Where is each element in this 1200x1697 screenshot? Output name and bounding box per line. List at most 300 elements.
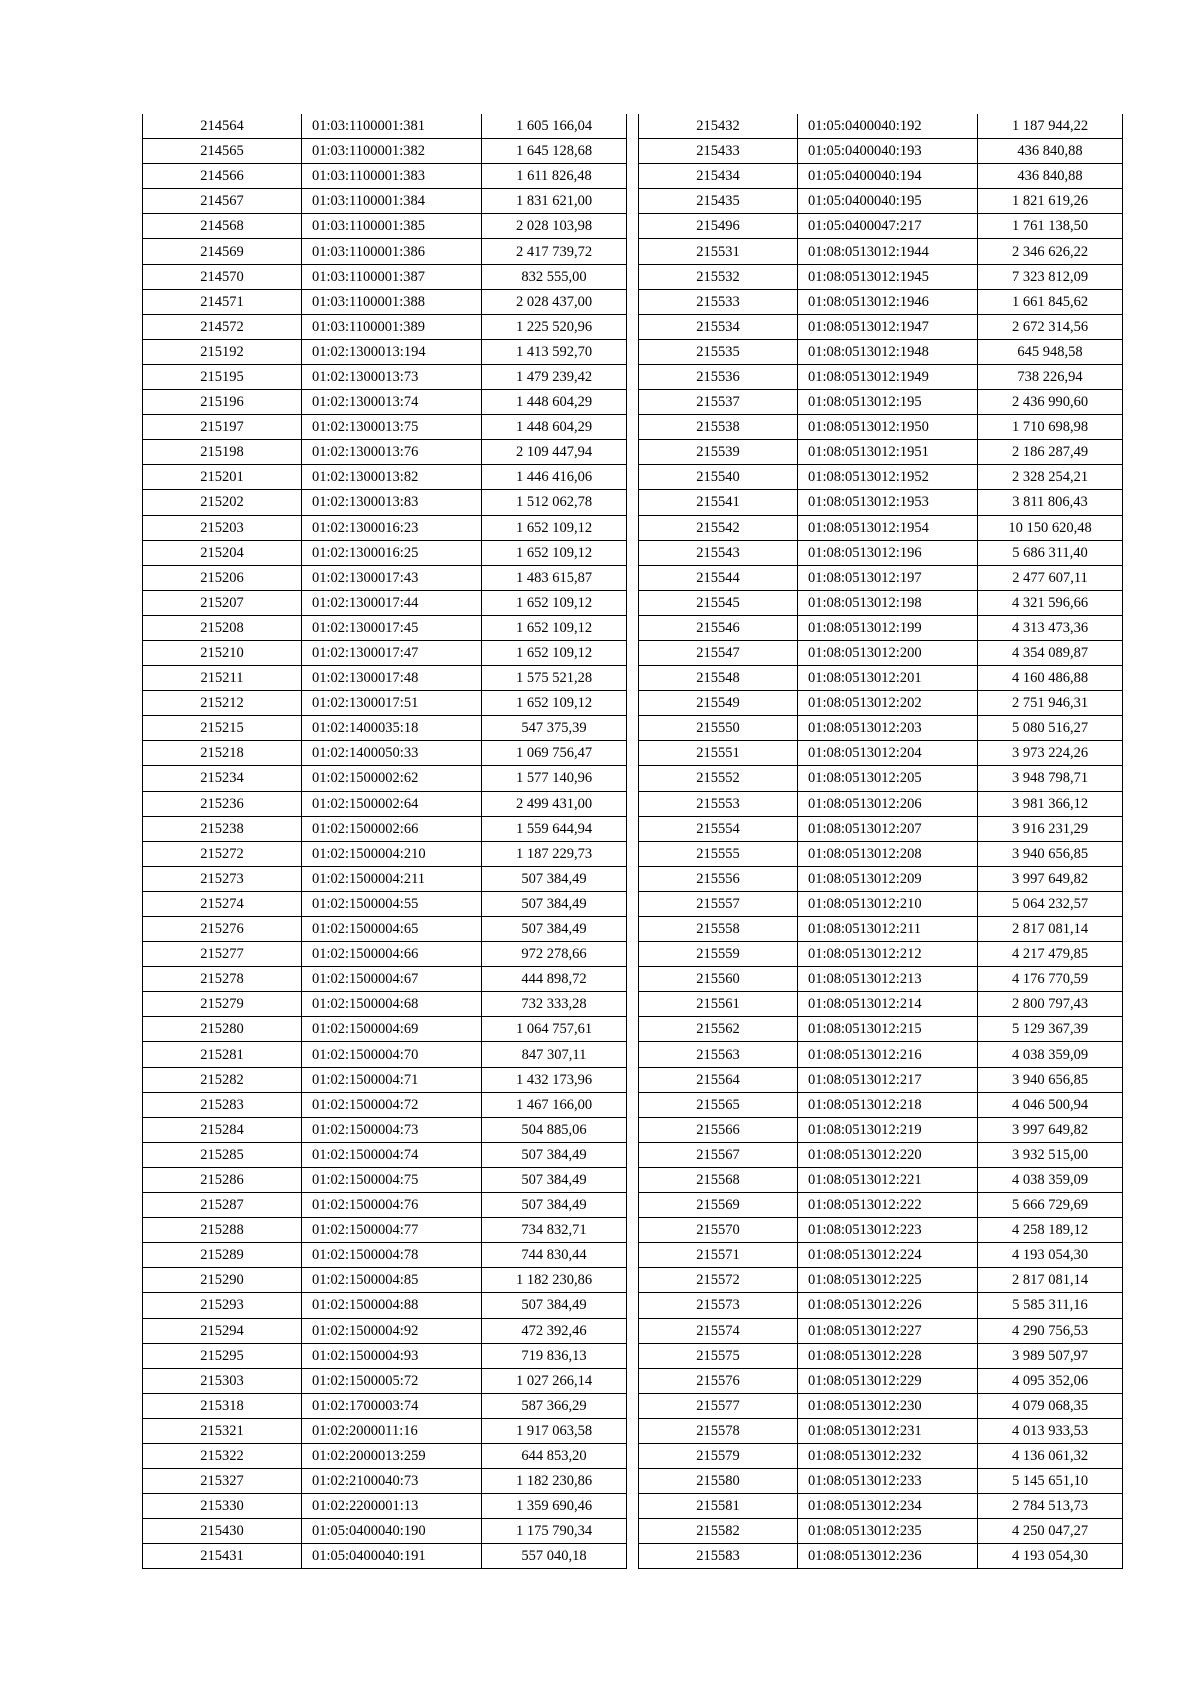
value-cell: 4 176 770,59: [978, 967, 1123, 992]
value-cell: 507 384,49: [482, 866, 627, 891]
row-number-cell: 215434: [639, 164, 798, 189]
row-number-cell: 215234: [143, 766, 302, 791]
row-number-cell: 215573: [639, 1293, 798, 1318]
table-row: [143, 1368, 627, 1393]
cadastral-number-cell: 01:08:0513012:205: [798, 766, 978, 791]
cadastral-number-cell: 01:08:0513012:198: [798, 590, 978, 615]
row-number-cell: 215560: [639, 967, 798, 992]
cadastral-number-cell: 01:02:2100040:73: [302, 1469, 482, 1494]
value-cell: 1 027 266,14: [482, 1368, 627, 1393]
value-cell: 744 830,44: [482, 1243, 627, 1268]
cadastral-number-cell: 01:08:0513012:195: [798, 390, 978, 415]
cadastral-number-cell: 01:05:0400040:195: [798, 189, 978, 214]
table-row: [639, 1218, 1123, 1243]
table-row: [143, 1494, 627, 1519]
table-row: [143, 1243, 627, 1268]
row-number-cell: 215575: [639, 1343, 798, 1368]
row-number-cell: 215563: [639, 1042, 798, 1067]
row-number-cell: 215561: [639, 992, 798, 1017]
row-number-cell: 215574: [639, 1318, 798, 1343]
cadastral-number-cell: 01:08:0513012:1945: [798, 264, 978, 289]
value-cell: 4 217 479,85: [978, 942, 1123, 967]
table-row: [639, 390, 1123, 415]
value-cell: 1 359 690,46: [482, 1494, 627, 1519]
value-cell: 2 346 626,22: [978, 239, 1123, 264]
cadastral-number-cell: 01:05:0400040:192: [798, 114, 978, 139]
table-row: [143, 666, 627, 691]
value-cell: 2 672 314,56: [978, 314, 1123, 339]
table-row: [143, 239, 627, 264]
cadastral-number-cell: 01:02:1300013:76: [302, 440, 482, 465]
cadastral-number-cell: 01:05:0400047:217: [798, 214, 978, 239]
table-row: [639, 1368, 1123, 1393]
value-cell: 2 328 254,21: [978, 465, 1123, 490]
cadastral-number-cell: 01:02:1500004:66: [302, 942, 482, 967]
cadastral-number-cell: 01:08:0513012:236: [798, 1544, 978, 1569]
table-row: [639, 866, 1123, 891]
cadastral-number-cell: 01:02:1500004:77: [302, 1218, 482, 1243]
table-row: [639, 114, 1123, 139]
cadastral-number-cell: 01:05:0400040:194: [798, 164, 978, 189]
value-cell: 2 751 946,31: [978, 691, 1123, 716]
cadastral-number-cell: 01:02:1300017:43: [302, 565, 482, 590]
row-number-cell: 214570: [143, 264, 302, 289]
row-number-cell: 214571: [143, 289, 302, 314]
row-number-cell: 215532: [639, 264, 798, 289]
value-cell: 2 817 081,14: [978, 1268, 1123, 1293]
cadastral-number-cell: 01:08:0513012:1947: [798, 314, 978, 339]
cadastral-number-cell: 01:02:1500004:78: [302, 1243, 482, 1268]
table-row: [639, 139, 1123, 164]
row-number-cell: 215577: [639, 1393, 798, 1418]
row-number-cell: 215535: [639, 339, 798, 364]
row-number-cell: 215556: [639, 866, 798, 891]
row-number-cell: 215318: [143, 1393, 302, 1418]
table-row: [639, 289, 1123, 314]
row-number-cell: 215285: [143, 1142, 302, 1167]
cadastral-number-cell: 01:05:0400040:191: [302, 1544, 482, 1569]
cadastral-number-cell: 01:08:0513012:207: [798, 816, 978, 841]
table-row: [143, 1117, 627, 1142]
cadastral-number-cell: 01:02:1300013:83: [302, 490, 482, 515]
table-row: [639, 615, 1123, 640]
table-row: [639, 741, 1123, 766]
cadastral-number-cell: 01:08:0513012:226: [798, 1293, 978, 1318]
row-number-cell: 215431: [143, 1544, 302, 1569]
row-number-cell: 215547: [639, 640, 798, 665]
row-number-cell: 215433: [639, 139, 798, 164]
table-row: [143, 1343, 627, 1368]
value-cell: 4 321 596,66: [978, 590, 1123, 615]
row-number-cell: 215198: [143, 440, 302, 465]
table-row: [639, 841, 1123, 866]
cadastral-number-cell: 01:08:0513012:1953: [798, 490, 978, 515]
cadastral-number-cell: 01:02:1500004:85: [302, 1268, 482, 1293]
cadastral-number-cell: 01:05:0400040:193: [798, 139, 978, 164]
table-row: [143, 390, 627, 415]
cadastral-number-cell: 01:02:1300013:73: [302, 364, 482, 389]
left-table-body: [143, 114, 627, 1569]
value-cell: 3 997 649,82: [978, 866, 1123, 891]
value-cell: 3 981 366,12: [978, 791, 1123, 816]
row-number-cell: 215538: [639, 415, 798, 440]
cadastral-number-cell: 01:02:1300016:25: [302, 540, 482, 565]
cadastral-number-cell: 01:02:1300017:48: [302, 666, 482, 691]
table-row: [143, 1067, 627, 1092]
value-cell: 4 079 068,35: [978, 1393, 1123, 1418]
table-row: [639, 1167, 1123, 1192]
table-row: [639, 540, 1123, 565]
row-number-cell: 215288: [143, 1218, 302, 1243]
cadastral-number-cell: 01:08:0513012:217: [798, 1067, 978, 1092]
cadastral-number-cell: 01:08:0513012:1952: [798, 465, 978, 490]
row-number-cell: 215576: [639, 1368, 798, 1393]
cadastral-number-cell: 01:08:0513012:230: [798, 1393, 978, 1418]
table-row: [143, 1443, 627, 1468]
table-row: [639, 1343, 1123, 1368]
cadastral-number-cell: 01:08:0513012:200: [798, 640, 978, 665]
cadastral-number-cell: 01:08:0513012:209: [798, 866, 978, 891]
table-row: [639, 1318, 1123, 1343]
value-cell: 1 432 173,96: [482, 1067, 627, 1092]
row-number-cell: 215546: [639, 615, 798, 640]
table-row: [639, 1243, 1123, 1268]
row-number-cell: 215554: [639, 816, 798, 841]
value-cell: 1 652 109,12: [482, 515, 627, 540]
row-number-cell: 215276: [143, 917, 302, 942]
row-number-cell: 215283: [143, 1092, 302, 1117]
right-table-body: [639, 114, 1123, 1569]
table-row: [143, 841, 627, 866]
left-table: [142, 114, 627, 1569]
cadastral-number-cell: 01:03:1100001:385: [302, 214, 482, 239]
value-cell: 5 145 651,10: [978, 1469, 1123, 1494]
cadastral-number-cell: 01:08:0513012:221: [798, 1167, 978, 1192]
value-cell: 507 384,49: [482, 1293, 627, 1318]
cadastral-number-cell: 01:08:0513012:208: [798, 841, 978, 866]
table-row: [639, 1042, 1123, 1067]
cadastral-number-cell: 01:08:0513012:199: [798, 615, 978, 640]
row-number-cell: 214568: [143, 214, 302, 239]
value-cell: 2 784 513,73: [978, 1494, 1123, 1519]
value-cell: 3 997 649,82: [978, 1117, 1123, 1142]
cadastral-number-cell: 01:08:0513012:216: [798, 1042, 978, 1067]
table-row: [639, 1519, 1123, 1544]
cadastral-number-cell: 01:02:2000011:16: [302, 1418, 482, 1443]
value-cell: 5 585 311,16: [978, 1293, 1123, 1318]
value-cell: 1 652 109,12: [482, 640, 627, 665]
cadastral-number-cell: 01:08:0513012:233: [798, 1469, 978, 1494]
row-number-cell: 215581: [639, 1494, 798, 1519]
table-row: [143, 1318, 627, 1343]
value-cell: 2 109 447,94: [482, 440, 627, 465]
cadastral-number-cell: 01:02:1500004:76: [302, 1193, 482, 1218]
table-row: [143, 415, 627, 440]
row-number-cell: 215583: [639, 1544, 798, 1569]
row-number-cell: 215330: [143, 1494, 302, 1519]
cadastral-number-cell: 01:02:1500004:92: [302, 1318, 482, 1343]
value-cell: 1 069 756,47: [482, 741, 627, 766]
row-number-cell: 215562: [639, 1017, 798, 1042]
value-cell: 738 226,94: [978, 364, 1123, 389]
row-number-cell: 215543: [639, 540, 798, 565]
cadastral-number-cell: 01:08:0513012:196: [798, 540, 978, 565]
cadastral-number-cell: 01:03:1100001:386: [302, 239, 482, 264]
value-cell: 2 436 990,60: [978, 390, 1123, 415]
table-row: [143, 1042, 627, 1067]
row-number-cell: 215582: [639, 1519, 798, 1544]
cadastral-number-cell: 01:02:1300013:194: [302, 339, 482, 364]
row-number-cell: 215197: [143, 415, 302, 440]
row-number-cell: 215568: [639, 1167, 798, 1192]
row-number-cell: 215280: [143, 1017, 302, 1042]
cadastral-number-cell: 01:08:0513012:1946: [798, 289, 978, 314]
table-row: [639, 1393, 1123, 1418]
table-row: [143, 1268, 627, 1293]
cadastral-number-cell: 01:03:1100001:381: [302, 114, 482, 139]
row-number-cell: 215289: [143, 1243, 302, 1268]
row-number-cell: 215210: [143, 640, 302, 665]
value-cell: 2 417 739,72: [482, 239, 627, 264]
row-number-cell: 215208: [143, 615, 302, 640]
value-cell: 507 384,49: [482, 917, 627, 942]
value-cell: 1 559 644,94: [482, 816, 627, 841]
row-number-cell: 215212: [143, 691, 302, 716]
value-cell: 4 160 486,88: [978, 666, 1123, 691]
cadastral-number-cell: 01:08:0513012:1951: [798, 440, 978, 465]
row-number-cell: 215578: [639, 1418, 798, 1443]
value-cell: 1 064 757,61: [482, 1017, 627, 1042]
row-number-cell: 215287: [143, 1193, 302, 1218]
cadastral-number-cell: 01:08:0513012:214: [798, 992, 978, 1017]
row-number-cell: 215432: [639, 114, 798, 139]
cadastral-number-cell: 01:08:0513012:234: [798, 1494, 978, 1519]
cadastral-number-cell: 01:02:2200001:13: [302, 1494, 482, 1519]
table-row: [639, 691, 1123, 716]
row-number-cell: 215281: [143, 1042, 302, 1067]
table-row: [639, 415, 1123, 440]
value-cell: 1 652 109,12: [482, 540, 627, 565]
value-cell: 4 354 089,87: [978, 640, 1123, 665]
table-row: [143, 967, 627, 992]
row-number-cell: 215277: [143, 942, 302, 967]
row-number-cell: 214565: [143, 139, 302, 164]
row-number-cell: 215533: [639, 289, 798, 314]
row-number-cell: 215570: [639, 1218, 798, 1243]
value-cell: 2 817 081,14: [978, 917, 1123, 942]
value-cell: 507 384,49: [482, 891, 627, 916]
row-number-cell: 215293: [143, 1293, 302, 1318]
value-cell: 3 940 656,85: [978, 1067, 1123, 1092]
value-cell: 1 175 790,34: [482, 1519, 627, 1544]
value-cell: 1 917 063,58: [482, 1418, 627, 1443]
cadastral-number-cell: 01:08:0513012:235: [798, 1519, 978, 1544]
cadastral-number-cell: 01:02:1500004:88: [302, 1293, 482, 1318]
row-number-cell: 215571: [639, 1243, 798, 1268]
table-row: [143, 264, 627, 289]
cadastral-number-cell: 01:02:1500002:66: [302, 816, 482, 841]
row-number-cell: 215203: [143, 515, 302, 540]
row-number-cell: 215558: [639, 917, 798, 942]
value-cell: 444 898,72: [482, 967, 627, 992]
value-cell: 1 652 109,12: [482, 590, 627, 615]
table-row: [639, 791, 1123, 816]
value-cell: 1 182 230,86: [482, 1268, 627, 1293]
value-cell: 1 225 520,96: [482, 314, 627, 339]
table-row: [143, 1092, 627, 1117]
table-row: [143, 917, 627, 942]
value-cell: 4 038 359,09: [978, 1167, 1123, 1192]
row-number-cell: 215196: [143, 390, 302, 415]
cadastral-number-cell: 01:08:0513012:223: [798, 1218, 978, 1243]
table-row: [143, 490, 627, 515]
cadastral-number-cell: 01:08:0513012:1950: [798, 415, 978, 440]
row-number-cell: 215435: [639, 189, 798, 214]
table-row: [639, 1017, 1123, 1042]
value-cell: 719 836,13: [482, 1343, 627, 1368]
cadastral-number-cell: 01:08:0513012:1944: [798, 239, 978, 264]
value-cell: 1 467 166,00: [482, 1092, 627, 1117]
value-cell: 1 448 604,29: [482, 415, 627, 440]
table-row: [143, 189, 627, 214]
value-cell: 1 652 109,12: [482, 615, 627, 640]
table-row: [639, 239, 1123, 264]
table-row: [143, 791, 627, 816]
cadastral-number-cell: 01:02:1500004:68: [302, 992, 482, 1017]
value-cell: 4 193 054,30: [978, 1544, 1123, 1569]
row-number-cell: 215215: [143, 716, 302, 741]
table-row: [143, 590, 627, 615]
row-number-cell: 215540: [639, 465, 798, 490]
row-number-cell: 215430: [143, 1519, 302, 1544]
table-row: [143, 214, 627, 239]
table-row: [143, 691, 627, 716]
table-row: [143, 289, 627, 314]
value-cell: 472 392,46: [482, 1318, 627, 1343]
table-row: [143, 640, 627, 665]
value-cell: 2 499 431,00: [482, 791, 627, 816]
value-cell: 3 932 515,00: [978, 1142, 1123, 1167]
cadastral-number-cell: 01:03:1100001:388: [302, 289, 482, 314]
table-row: [639, 666, 1123, 691]
row-number-cell: 215564: [639, 1067, 798, 1092]
table-row: [639, 1193, 1123, 1218]
cadastral-number-cell: 01:08:0513012:204: [798, 741, 978, 766]
value-cell: 504 885,06: [482, 1117, 627, 1142]
cadastral-number-cell: 01:02:1300016:23: [302, 515, 482, 540]
row-number-cell: 215544: [639, 565, 798, 590]
value-cell: 3 940 656,85: [978, 841, 1123, 866]
table-row: [143, 1218, 627, 1243]
cadastral-number-cell: 01:08:0513012:232: [798, 1443, 978, 1468]
row-number-cell: 214567: [143, 189, 302, 214]
value-cell: 4 013 933,53: [978, 1418, 1123, 1443]
value-cell: 10 150 620,48: [978, 515, 1123, 540]
table-row: [143, 465, 627, 490]
cadastral-number-cell: 01:03:1100001:383: [302, 164, 482, 189]
table-row: [639, 465, 1123, 490]
row-number-cell: 214564: [143, 114, 302, 139]
table-row: [143, 314, 627, 339]
value-cell: 547 375,39: [482, 716, 627, 741]
table-row: [639, 891, 1123, 916]
value-cell: 1 187 229,73: [482, 841, 627, 866]
row-number-cell: 215567: [639, 1142, 798, 1167]
cadastral-number-cell: 01:08:0513012:212: [798, 942, 978, 967]
value-cell: 507 384,49: [482, 1167, 627, 1192]
cadastral-number-cell: 01:08:0513012:213: [798, 967, 978, 992]
row-number-cell: 214566: [143, 164, 302, 189]
cadastral-number-cell: 01:02:1500004:73: [302, 1117, 482, 1142]
table-row: [143, 1544, 627, 1569]
table-row: [143, 1017, 627, 1042]
cadastral-number-cell: 01:08:0513012:203: [798, 716, 978, 741]
value-cell: 1 605 166,04: [482, 114, 627, 139]
value-cell: 1 761 138,50: [978, 214, 1123, 239]
table-row: [143, 891, 627, 916]
value-cell: 1 577 140,96: [482, 766, 627, 791]
right-table: [638, 114, 1123, 1569]
table-row: [639, 214, 1123, 239]
row-number-cell: 215207: [143, 590, 302, 615]
cadastral-number-cell: 01:08:0513012:224: [798, 1243, 978, 1268]
table-row: [639, 1117, 1123, 1142]
table-row: [143, 615, 627, 640]
row-number-cell: 215290: [143, 1268, 302, 1293]
table-row: [639, 515, 1123, 540]
cadastral-number-cell: 01:08:0513012:229: [798, 1368, 978, 1393]
row-number-cell: 215327: [143, 1469, 302, 1494]
row-number-cell: 215553: [639, 791, 798, 816]
value-cell: 436 840,88: [978, 139, 1123, 164]
table-row: [639, 364, 1123, 389]
cadastral-number-cell: 01:08:0513012:197: [798, 565, 978, 590]
value-cell: 1 479 239,42: [482, 364, 627, 389]
cadastral-number-cell: 01:02:1300017:44: [302, 590, 482, 615]
value-cell: 507 384,49: [482, 1193, 627, 1218]
table-row: [143, 540, 627, 565]
cadastral-number-cell: 01:08:0513012:1948: [798, 339, 978, 364]
value-cell: 1 413 592,70: [482, 339, 627, 364]
cadastral-number-cell: 01:08:0513012:1954: [798, 515, 978, 540]
row-number-cell: 215580: [639, 1469, 798, 1494]
value-cell: 5 080 516,27: [978, 716, 1123, 741]
table-row: [639, 967, 1123, 992]
table-row: [639, 992, 1123, 1017]
cadastral-number-cell: 01:02:1300017:45: [302, 615, 482, 640]
cadastral-number-cell: 01:03:1100001:389: [302, 314, 482, 339]
cadastral-number-cell: 01:02:1500004:74: [302, 1142, 482, 1167]
table-row: [143, 1418, 627, 1443]
table-row: [639, 816, 1123, 841]
row-number-cell: 215236: [143, 791, 302, 816]
value-cell: 507 384,49: [482, 1142, 627, 1167]
table-row: [639, 314, 1123, 339]
row-number-cell: 214569: [143, 239, 302, 264]
value-cell: 1 652 109,12: [482, 691, 627, 716]
row-number-cell: 215534: [639, 314, 798, 339]
row-number-cell: 215206: [143, 565, 302, 590]
value-cell: 1 448 604,29: [482, 390, 627, 415]
row-number-cell: 215566: [639, 1117, 798, 1142]
cadastral-number-cell: 01:02:1400050:33: [302, 741, 482, 766]
cadastral-number-cell: 01:02:1300017:47: [302, 640, 482, 665]
row-number-cell: 215201: [143, 465, 302, 490]
value-cell: 847 307,11: [482, 1042, 627, 1067]
row-number-cell: 215541: [639, 490, 798, 515]
cadastral-number-cell: 01:08:0513012:222: [798, 1193, 978, 1218]
value-cell: 2 186 287,49: [978, 440, 1123, 465]
